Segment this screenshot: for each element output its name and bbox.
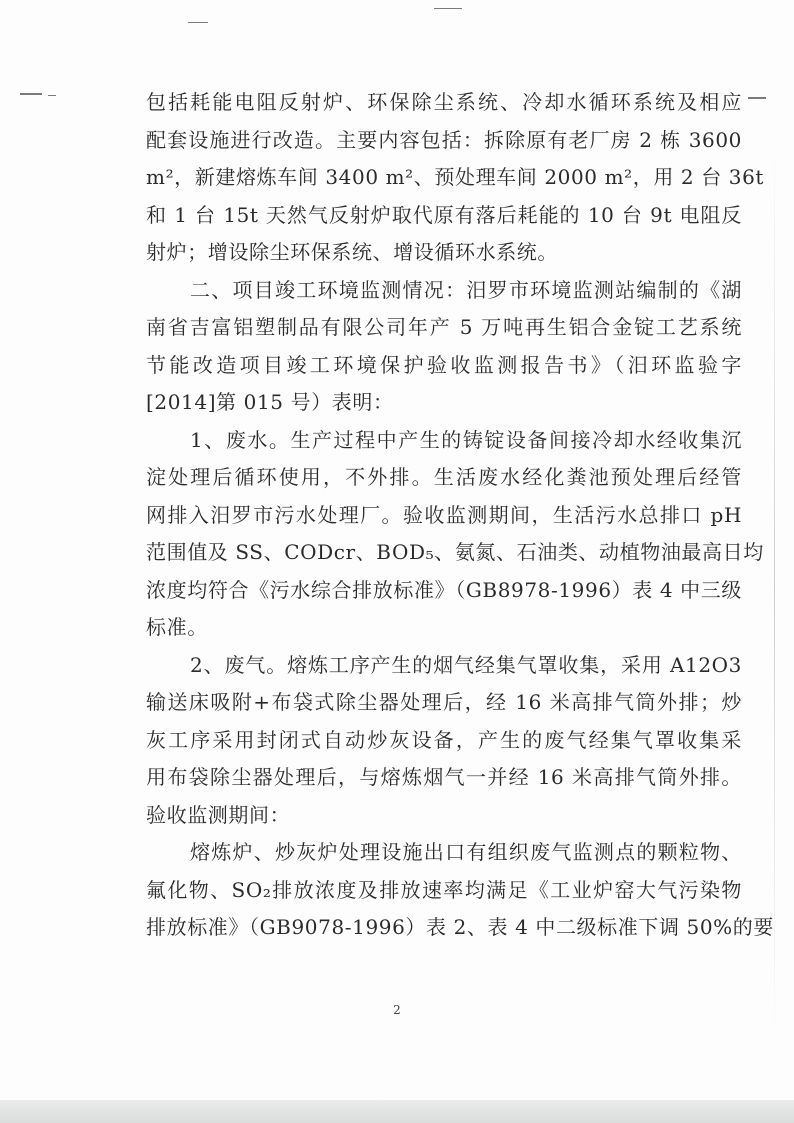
text-line: 射炉；增设除尘环保系统、增设循环水系统。: [146, 240, 558, 264]
text-line: 淀处理后循环使用，不外排。生活废水经化粪池预处理后经管: [146, 465, 742, 489]
scan-mark-top-right: [748, 97, 766, 99]
text-line: 范围值及 SS、CODcr、BOD₅、氨氮、石油类、动植物油最高日均: [146, 540, 764, 564]
text-line: 验收监测期间：: [146, 802, 291, 827]
text-line: 用布袋除尘器处理后，与熔炼烟气一并经 16 米高排气筒外排。: [146, 765, 742, 789]
text-line: 灰工序采用封闭式自动炒灰设备，产生的废气经集气罩收集采: [146, 727, 742, 752]
text-line: 1、废水。生产过程中产生的铸锭设备间接冷却水经收集沉: [190, 427, 742, 452]
text-line: 浓度均符合《污水综合排放标准》（GB8978-1996）表 4 中三级: [146, 577, 742, 602]
text-line: 排放标准》（GB9078-1996）表 2、表 4 中二级标准下调 50%的要: [146, 915, 774, 939]
scan-edge-right: [774, 140, 775, 1040]
text-line: 和 1 台 15t 天然气反射炉取代原有落后耗能的 10 台 9t 电阻反: [146, 202, 742, 227]
text-line: 网排入汨罗市污水处理厂。验收监测期间，生活污水总排口 pH: [146, 502, 742, 527]
scan-mark-top-center: [188, 22, 208, 23]
text-line: [2014]第 015 号）表明：: [146, 390, 394, 414]
scan-mark-top-left: [20, 93, 42, 95]
scan-mark-top-center-2: [434, 8, 462, 9]
text-line: m²，新建熔炼车间 3400 m²、预处理车间 2000 m²，用 2 台 36t: [146, 165, 765, 189]
text-line: 2、废气。熔炼工序产生的烟气经集气罩收集，采用 A12O3: [190, 652, 742, 677]
text-line: 包括耗能电阻反射炉、环保除尘系统、冷却水循环系统及相应: [146, 90, 742, 114]
text-line: 二、项目竣工环境监测情况：汨罗市环境监测站编制的《湖: [190, 277, 742, 302]
text-line: 节能改造项目竣工环境保护验收监测报告书》（汨环监验字: [146, 352, 742, 377]
body-text: [146, 84, 774, 947]
text-line: 标准。: [146, 615, 208, 639]
text-line: 熔炼炉、炒灰炉处理设施出口有组织废气监测点的颗粒物、: [190, 840, 742, 864]
scan-bottom-band: [0, 1100, 794, 1123]
text-line: 氟化物、SO₂排放浓度及排放速率均满足《工业炉窑大气污染物: [146, 877, 742, 902]
scan-mark-top-left-2: [48, 95, 56, 96]
text-line: 输送床吸附+布袋式除尘器处理后，经 16 米高排气筒外排；炒: [146, 690, 742, 714]
text-line: 南省吉富铝塑制品有限公司年产 5 万吨再生铝合金锭工艺系统: [146, 315, 742, 339]
page-number: 2: [393, 1003, 401, 1017]
text-line: 配套设施进行改造。主要内容包括：拆除原有老厂房 2 栋 3600: [146, 127, 742, 152]
